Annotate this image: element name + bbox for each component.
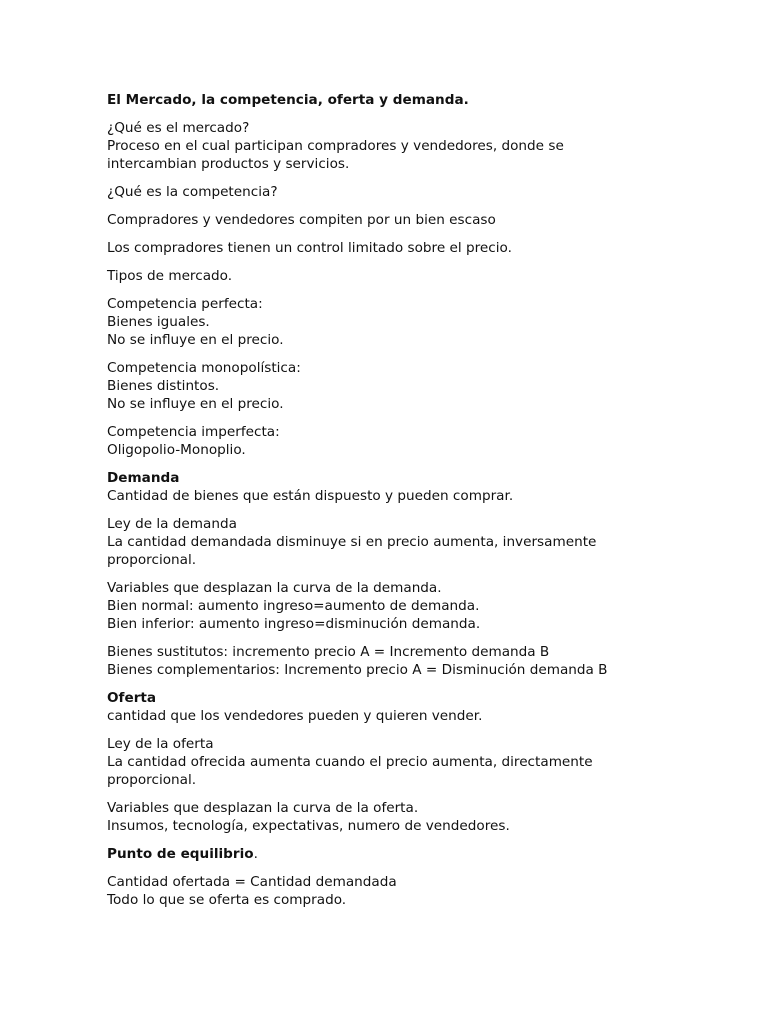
competencia-perfecta-block [107,295,747,349]
mercado-answer-line2: intercambian productos y servicios. [107,156,350,172]
competencia-answer1: Compradores y vendedores compiten por un bien escaso [107,212,496,228]
variables-demanda-block [107,579,747,633]
equilibrio-body-block [107,873,747,909]
competencia-answer2: Los compradores tienen un control limitado sobre el precio. [107,240,512,256]
competencia-question: ¿Qué es la competencia? [107,184,278,200]
document-title-block [107,91,747,109]
ley-oferta-block [107,735,747,789]
ley-oferta-title: Ley de la oferta [107,736,214,752]
equilibrio-line1: Cantidad ofertada = Cantidad demandada [107,874,397,890]
competencia-perfecta-line2: No se influye en el precio. [107,332,284,348]
equilibrio-line2: Todo lo que se oferta es comprado. [107,892,347,908]
bien-normal: Bien normal: aumento ingreso=aumento de demanda. [107,598,480,614]
competencia-monopolistica-block [107,359,747,413]
oferta-heading: Oferta [107,690,157,706]
equilibrio-heading: Punto de equilibrio [107,846,254,862]
bienes-sustitutos: Bienes sustitutos: incremento precio A = Incremento demanda B [107,644,550,660]
competencia-imperfecta-line1: Oligopolio-Monoplio. [107,442,246,458]
ley-oferta-line1: La cantidad ofrecida aumenta cuando el precio aumenta, directamente [107,754,593,770]
ley-demanda-block [107,515,747,569]
demanda-definition: Cantidad de bienes que están dispuesto y pueden comprar. [107,488,514,504]
ley-demanda-line1: La cantidad demandada disminuye si en precio aumenta, inversamente [107,534,597,550]
document-title: El Mercado, la competencia, oferta y demanda. [107,92,469,108]
oferta-definition: cantidad que los vendedores pueden y quieren vender. [107,708,483,724]
competencia-monopolistica-name: Competencia monopolística: [107,360,301,376]
mercado-question: ¿Qué es el mercado? [107,120,250,136]
variables-demanda-title: Variables que desplazan la curva de la demanda. [107,580,442,596]
bien-inferior: Bien inferior: aumento ingreso=disminución demanda. [107,616,481,632]
competencia-imperfecta-block [107,423,747,459]
bienes-relacionados-block [107,643,747,679]
ley-demanda-title: Ley de la demanda [107,516,237,532]
competencia-imperfecta-name: Competencia imperfecta: [107,424,280,440]
competencia-answer2-block [107,239,747,257]
competencia-perfecta-name: Competencia perfecta: [107,296,263,312]
document-page [107,91,747,919]
competencia-question-block [107,183,747,201]
mercado-section [107,119,747,173]
competencia-monopolistica-line2: No se influye en el precio. [107,396,284,412]
variables-oferta-title: Variables que desplazan la curva de la oferta. [107,800,419,816]
equilibrio-heading-block [107,845,747,863]
demanda-heading: Demanda [107,470,180,486]
ley-demanda-line2: proporcional. [107,552,197,568]
variables-oferta-list: Insumos, tecnología, expectativas, numero de vendedores. [107,818,510,834]
ley-oferta-line2: proporcional. [107,772,197,788]
bienes-complementarios: Bienes complementarios: Incremento precio A = Disminución demanda B [107,662,608,678]
oferta-section [107,689,747,725]
equilibrio-heading-line [107,845,747,863]
competencia-answer1-block [107,211,747,229]
equilibrio-heading-suffix: . [253,846,258,862]
tipos-heading: Tipos de mercado. [107,268,233,284]
competencia-monopolistica-line1: Bienes distintos. [107,378,220,394]
demanda-section [107,469,747,505]
mercado-answer-line1: Proceso en el cual participan compradores y vendedores, donde se [107,138,564,154]
variables-oferta-block [107,799,747,835]
competencia-perfecta-line1: Bienes iguales. [107,314,210,330]
tipos-heading-block [107,267,747,285]
